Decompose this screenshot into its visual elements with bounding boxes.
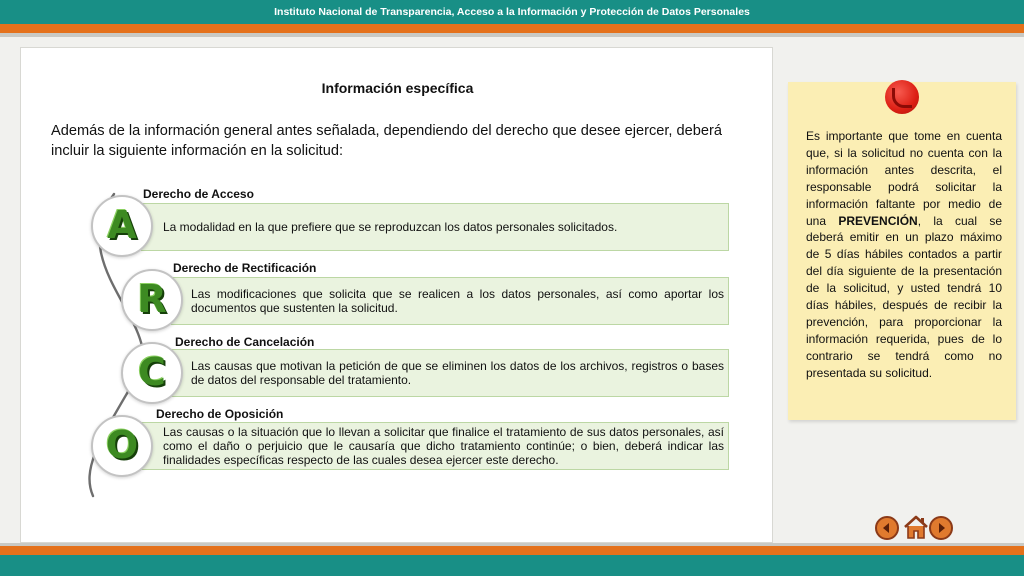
header-bar (0, 0, 1024, 24)
note-text-after: , la cual se deberá emitir en un plazo máximo de 5 días hábiles contados a partir del día siguiente de la presentación de la solicitud, y usted tendrá 10 días hábiles, después de recibir la prevención, para proporcionar la información requerida, pues de lo contrario se tendrá como no presentada su solicitud. (806, 213, 1002, 380)
note-text (806, 128, 1002, 382)
next-button[interactable] (929, 516, 953, 540)
intro-text: Además de la información general antes señalada, dependiendo del derecho que desee ejercer, deberá incluir la siguiente información en la solicitud: (51, 123, 722, 159)
letter-a-badge: A (91, 195, 153, 257)
footer-accent-stripe (0, 546, 1024, 555)
footer-bar (0, 555, 1024, 576)
content-panel (20, 47, 773, 543)
letter-r-badge: R (121, 269, 183, 331)
right-box-rectificacion (171, 277, 729, 325)
right-text-rectificacion: Las modificaciones que solicita que se realicen a los datos personales, así como aportar los documentos que sustenten la solicitud. (191, 287, 724, 315)
right-box-oposicion (141, 422, 729, 470)
home-icon (903, 514, 929, 540)
letter-c-badge: C (121, 342, 183, 404)
right-text-oposicion: Las causas o la situación que lo llevan a solicitar que finalice el tratamiento de sus datos personales, así como el daño o perjuicio que le causaría que dicho tratamiento continúe; o bien, deberá indicar las finalidades específicas respecto de las cuales desea ejercer este derecho. (163, 425, 724, 467)
right-box-cancelacion (171, 349, 729, 397)
right-text-acceso: La modalidad en la que prefiere que se reproduzcan los datos personales solicitados. (163, 220, 618, 234)
home-button[interactable] (903, 514, 929, 540)
arrow-right-icon (935, 522, 947, 534)
arrow-left-icon (881, 522, 893, 534)
note-text-before: Es importante que tome en cuenta que, si la solicitud no cuenta con la información antes descrita, el responsable podrá solicitar la información faltante por medio de una (806, 129, 1002, 228)
right-text-cancelacion: Las causas que motivan la petición de que se eliminen los datos de los archivos, registros o bases de datos del responsable del tratamiento. (191, 359, 724, 387)
header-title: Instituto Nacional de Transparencia, Acceso a la Información y Protección de Datos Personales (274, 6, 750, 18)
right-title-cancelacion: Derecho de Cancelación (175, 335, 315, 349)
right-title-acceso: Derecho de Acceso (143, 187, 254, 201)
right-box-acceso (141, 203, 729, 251)
header-accent-stripe (0, 24, 1024, 33)
header-divider (0, 33, 1024, 37)
letter-o-badge: O (91, 415, 153, 477)
previous-button[interactable] (875, 516, 899, 540)
page-title: Información específica (321, 80, 474, 96)
right-title-rectificacion: Derecho de Rectificación (173, 261, 317, 275)
note-emphasis: PREVENCIÓN (838, 213, 918, 228)
right-title-oposicion: Derecho de Oposición (156, 407, 284, 421)
